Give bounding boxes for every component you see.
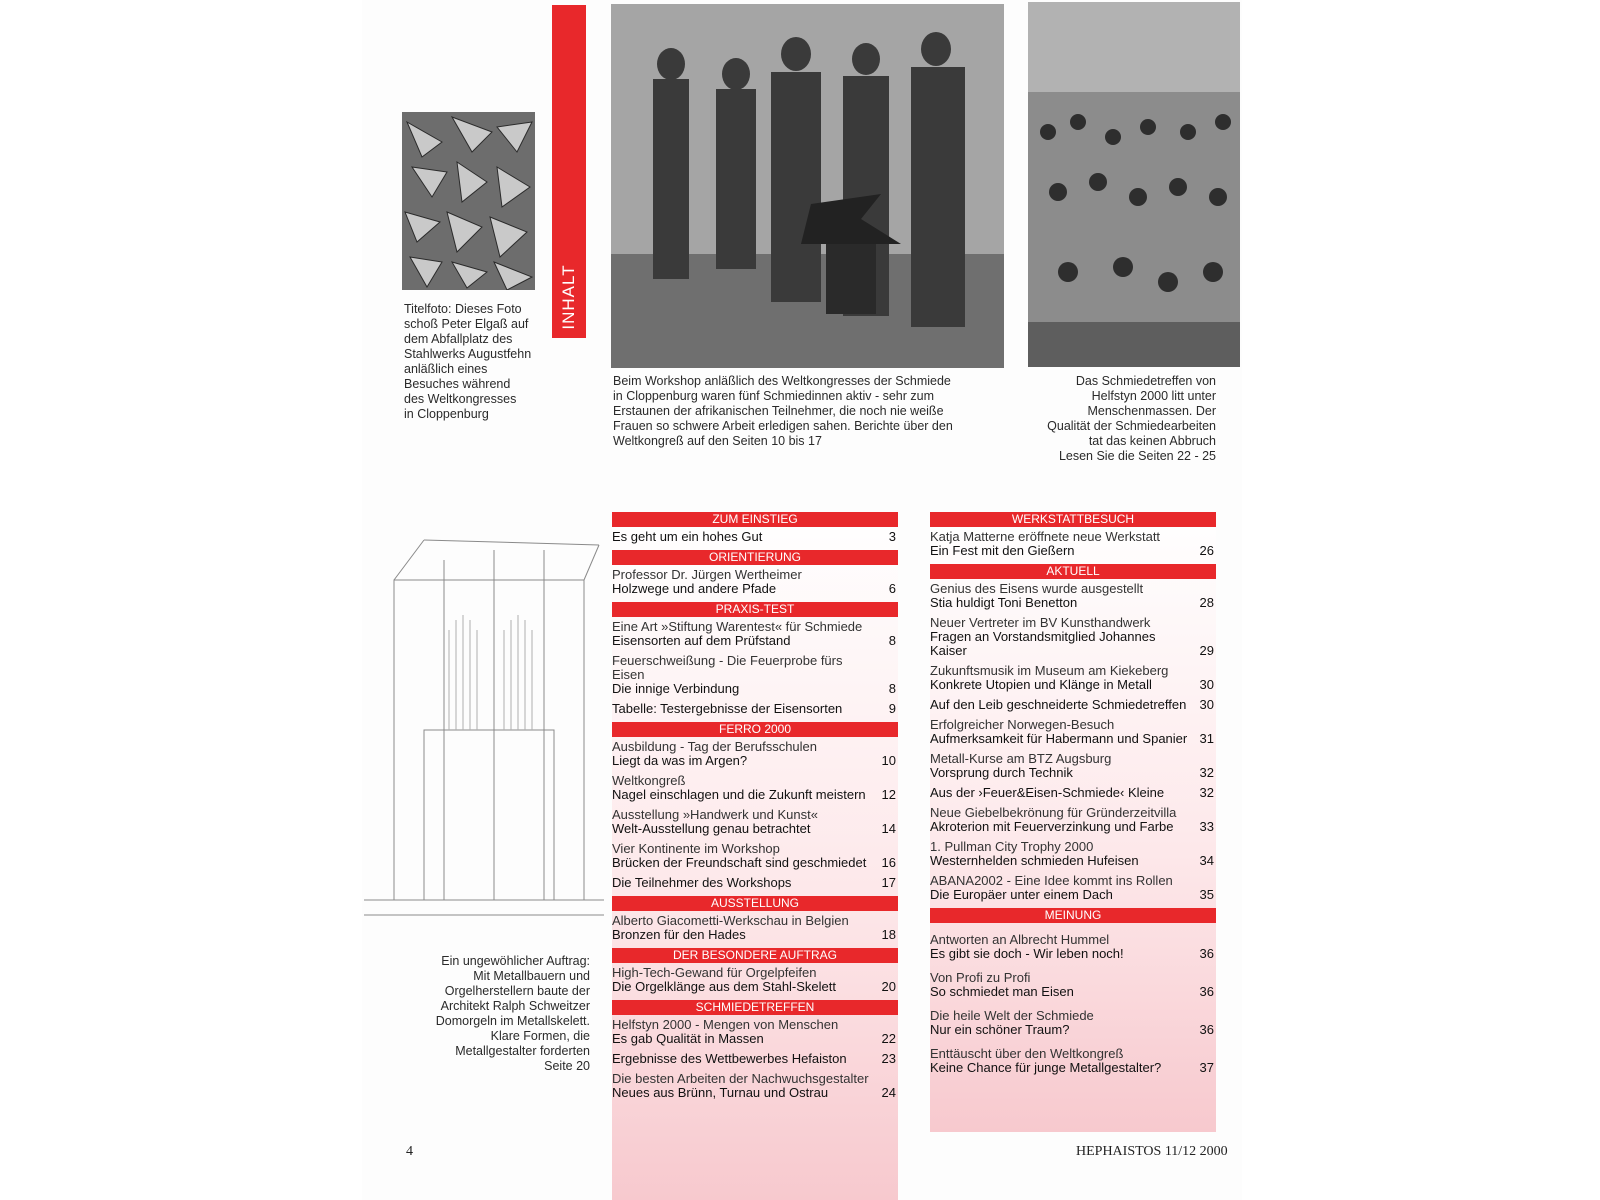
toc-section [930,512,1216,558]
toc-entry[interactable]: Alberto Giacometti-Werkschau in Belgien Bronzen für den Hades 18 [612,913,896,942]
toc-entry[interactable]: Die besten Arbeiten der Nachwuchsgestalter Neues aus Brünn, Turnau und Ostrau 24 [612,1071,896,1100]
section-header: ZUM EINSTIEG [612,512,898,527]
organ-caption: Ein ungewöhlicher Auftrag: Mit Metallbauern und Orgelherstellern baute der Architekt Ralph Schweitzer Domorgeln im Metallskelett. Klare Formen, die Metallgestalter forderten Seite 20 [435,954,590,1073]
section-header: SCHMIEDETREFFEN [612,1000,898,1015]
toc-section [612,512,898,544]
toc-entry[interactable]: Genius des Eisens wurde ausgestellt Stia huldigt Toni Benetton 28 [930,581,1214,610]
toc-entry[interactable]: Professor Dr. Jürgen Wertheimer Holzwege und andere Pfade 6 [612,567,896,596]
toc-section [612,550,898,596]
toc-entry[interactable]: Auf den Leib geschneiderte Schmiedetreffen 30 [930,697,1214,712]
toc-entry[interactable]: ABANA2002 - Eine Idee kommt ins Rollen Die Europäer unter einem Dach 35 [930,873,1214,902]
toc-entry[interactable]: Erfolgreicher Norwegen-Besuch Aufmerksamkeit für Habermann und Spanier 31 [930,717,1214,746]
inhalt-banner: INHALT [552,5,586,338]
toc-entry[interactable]: Neue Giebelbekrönung für Gründerzeitvilla Akroterion mit Feuerverzinkung und Farbe 33 [930,805,1214,834]
toc-entry[interactable]: Feuerschweißung - Die Feuerprobe fürs Eisen Die innige Verbindung 8 [612,653,896,696]
section-header: AKTUELL [930,564,1216,579]
title-photo-scrap [402,112,535,290]
section-header: ORIENTIERUNG [612,550,898,565]
toc-entry[interactable]: Ergebnisse des Wettbewerbes Hefaiston 23 [612,1051,896,1066]
organ-sketch [364,520,604,930]
toc-entry[interactable]: Vier Kontinente im Workshop Brücken der Freundschaft sind geschmiedet 16 [612,841,896,870]
toc-entry[interactable]: Metall-Kurse am BTZ Augsburg Vorsprung durch Technik 32 [930,751,1214,780]
photo-helfstyn-crowd [1028,2,1240,367]
toc-section [612,602,898,716]
toc-section [612,948,898,994]
toc-entry[interactable]: Von Profi zu Profi So schmiedet man Eisen 36 [930,970,1214,999]
toc-entry[interactable]: Die Teilnehmer des Workshops 17 [612,875,896,890]
toc-entry[interactable]: Ausstellung »Handwerk und Kunst« Welt-Ausstellung genau betrachtet 14 [612,807,896,836]
toc-section [612,896,898,942]
toc-section [930,908,1216,1075]
page-number: 4 [406,1144,413,1159]
toc-entry[interactable]: Enttäuscht über den Weltkongreß Keine Chance für junge Metallgestalter? 37 [930,1046,1214,1075]
magazine-issue: HEPHAISTOS 11/12 2000 [1076,1144,1228,1159]
toc-entry[interactable]: Aus der ›Feuer&Eisen-Schmiede‹ Kleine 32 [930,785,1214,800]
toc-entry[interactable]: Weltkongreß Nagel einschlagen und die Zukunft meistern 12 [612,773,896,802]
toc-entry[interactable]: Katja Matterne eröffnete neue Werkstatt Ein Fest mit den Gießern 26 [930,529,1214,558]
toc-column-right [930,512,1216,1132]
toc-entry[interactable]: Eine Art »Stiftung Warentest« für Schmiede Eisensorten auf dem Prüfstand 8 [612,619,896,648]
toc-entry[interactable]: Neuer Vertreter im BV Kunsthandwerk Fragen an Vorstandsmitglied Johannes Kaiser 29 [930,615,1214,658]
section-header: DER BESONDERE AUFTRAG [612,948,898,963]
toc-entry[interactable]: Die heile Welt der Schmiede Nur ein schöner Traum? 36 [930,1008,1214,1037]
toc-entry[interactable]: Tabelle: Testergebnisse der Eisensorten 9 [612,701,896,716]
helfstyn-photo-caption: Das Schmiedetreffen von Helfstyn 2000 litt unter Menschenmassen. Der Qualität der Schmiedearbeiten tat das keinen Abbruch Lesen Sie die Seiten 22 - 25 [1047,374,1216,463]
toc-entry[interactable]: Zukunftsmusik im Museum am Kiekeberg Konkrete Utopien und Klänge in Metall 30 [930,663,1214,692]
toc-section [930,564,1216,902]
toc-column-left [612,512,898,1200]
section-header: PRAXIS-TEST [612,602,898,617]
section-header: MEINUNG [930,908,1216,923]
toc-entry[interactable]: Helfstyn 2000 - Mengen von Menschen Es gab Qualität in Massen 22 [612,1017,896,1046]
section-header: WERKSTATTBESUCH [930,512,1216,527]
section-header: AUSSTELLUNG [612,896,898,911]
toc-entry[interactable]: Ausbildung - Tag der Berufsschulen Liegt da was im Argen? 10 [612,739,896,768]
toc-section [612,1000,898,1100]
section-header: FERRO 2000 [612,722,898,737]
toc-entry[interactable]: Es geht um ein hohes Gut 3 [612,529,896,544]
toc-entry[interactable]: 1. Pullman City Trophy 2000 Westernhelden schmieden Hufeisen 34 [930,839,1214,868]
title-photo-caption: Titelfoto: Dieses Foto schoß Peter Elgaß auf dem Abfallplatz des Stahlwerks Augustfehn anläßlich eines Besuches während des Weltkongresses in Cloppenburg [404,302,532,421]
toc-section [612,722,898,890]
photo-blacksmith-women [611,4,1004,368]
toc-entry[interactable]: Antworten an Albrecht Hummel Es gibt sie doch - Wir leben noch! 36 [930,932,1214,961]
workshop-photo-caption: Beim Workshop anläßlich des Weltkongresses der Schmiede in Cloppenburg waren fünf Schmiedinnen aktiv - sehr zum Erstaunen der afrikanischen Teilnehmer, die noch nie weiße Frauen so schwere Arbeit erledigen sahen. Berichte über den Weltkongreß auf den Seiten 10 bis 17 [613,374,953,448]
toc-entry[interactable]: High-Tech-Gewand für Orgelpfeifen Die Orgelklänge aus dem Stahl-Skelett 20 [612,965,896,994]
